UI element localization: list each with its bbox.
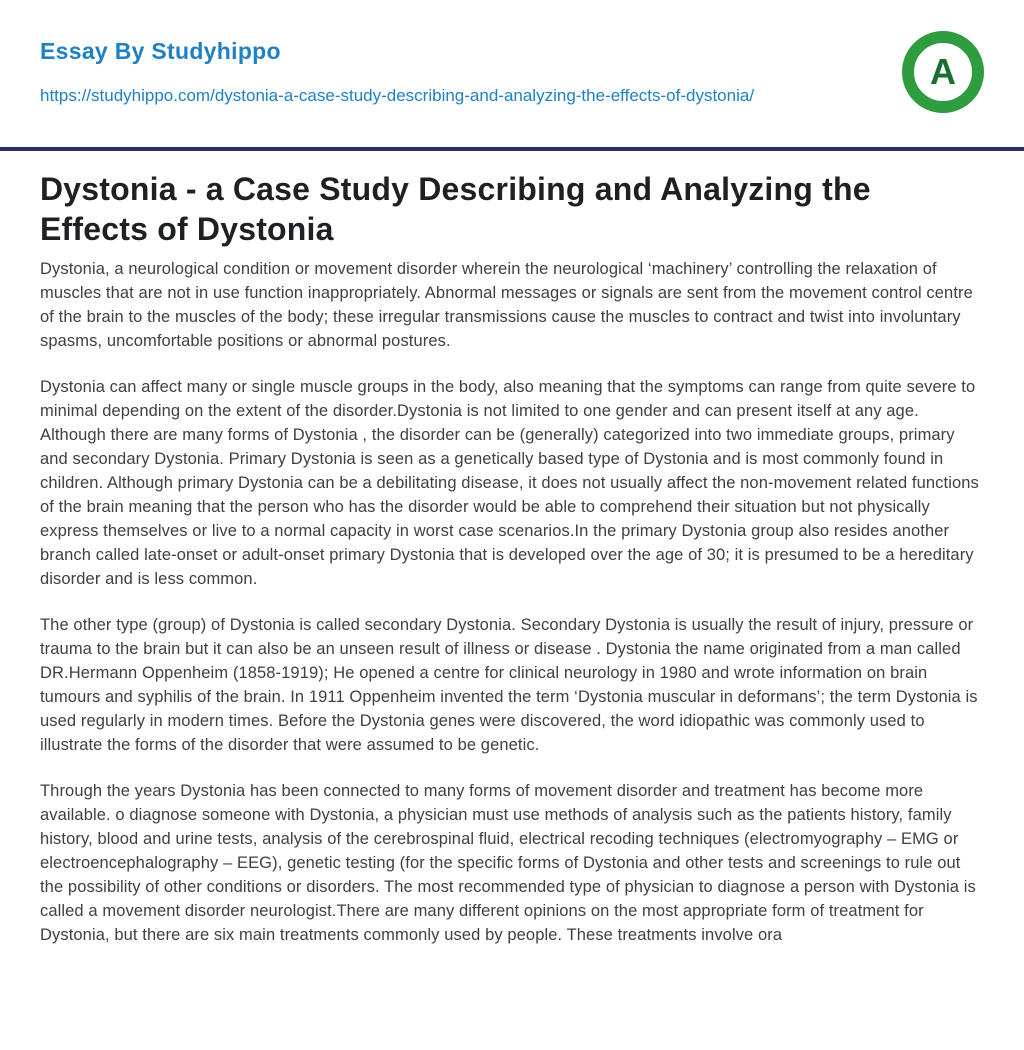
studyhippo-logo-icon — [902, 31, 984, 113]
header — [0, 0, 1024, 147]
essay-paragraph-1: Dystonia, a neurological condition or movement disorder wherein the neurological ‘machinery’ controlling the relaxation of muscles that are not in use function inappropriately. Abnormal messages or signals are sent from the movement control centre of the brain to the muscles of the body; these irregular transmissions cause the muscles to contract and twist into involuntary spasms, uncomfortable positions or abnormal postures. — [40, 260, 973, 350]
essay-paragraph-4: Through the years Dystonia has been connected to many forms of movement disorder and treatment has become more available. o diagnose someone with Dystonia, a physician must use methods of analysis such as the patients history, family history, blood and urine tests, analysis of the cerebrospinal fluid, electrical recoding techniques (electromyography – EMG or electroencephalography – EEG), genetic testing (for the specific forms of Dystonia and other tests and screenings to rule out the possibility of other conditions or disorders. The most recommended type of physician to diagnose a person with Dystonia is called a movement disorder neurologist.There are many different opinions on the most appropriate form of treatment for Dystonia, but there are six main treatments commonly used by people. These treatments involve ora — [40, 782, 976, 944]
essay-content — [0, 151, 1024, 947]
logo-letter: A — [930, 51, 956, 92]
essay-title: Dystonia - a Case Study Describing and Analyzing the Effects of Dystonia — [40, 171, 871, 247]
brand-title: Essay By Studyhippo — [40, 38, 281, 64]
essay-paragraph-2: Dystonia can affect many or single muscle groups in the body, also meaning that the symptoms can range from quite severe to minimal depending on the extent of the disorder.Dystonia is not limited to one gender and can present itself at any age. Although there are many forms of Dystonia , the disorder can be (generally) categorized into two immediate groups, primary and secondary Dystonia. Primary Dystonia is seen as a genetically based type of Dystonia and is most commonly found in children. Although primary Dystonia can be a debilitating disease, it does not usually affect the non-movement related functions of the brain meaning that the person who has the disorder would be able to comprehend their situation but not physically express themselves or live to a normal capacity in worst case scenarios.In the primary Dystonia group also resides another branch called late-onset or adult-onset primary Dystonia that is developed over the age of 30; it is presumed to be a hereditary disorder and is less common. — [40, 378, 979, 588]
source-url-link[interactable]: https://studyhippo.com/dystonia-a-case-study-describing-and-analyzing-the-effects-of-dystonia/ — [40, 86, 755, 105]
essay-body — [40, 257, 984, 947]
essay-paragraph-3: The other type (group) of Dystonia is called secondary Dystonia. Secondary Dystonia is usually the result of injury, pressure or trauma to the brain but it can also be an unseen result of illness or disease . Dystonia the name originated from a man called DR.Hermann Oppenheim (1858-1919); He opened a centre for clinical neurology in 1980 and wrote information on brain tumours and syphilis of the brain. In 1911 Oppenheim invented the term ‘Dystonia muscular in deformans’; the term Dystonia is used regularly in modern times. Before the Dystonia genes were discovered, the word idiopathic was commonly used to illustrate the forms of the disorder that were assumed to be genetic. — [40, 616, 978, 754]
